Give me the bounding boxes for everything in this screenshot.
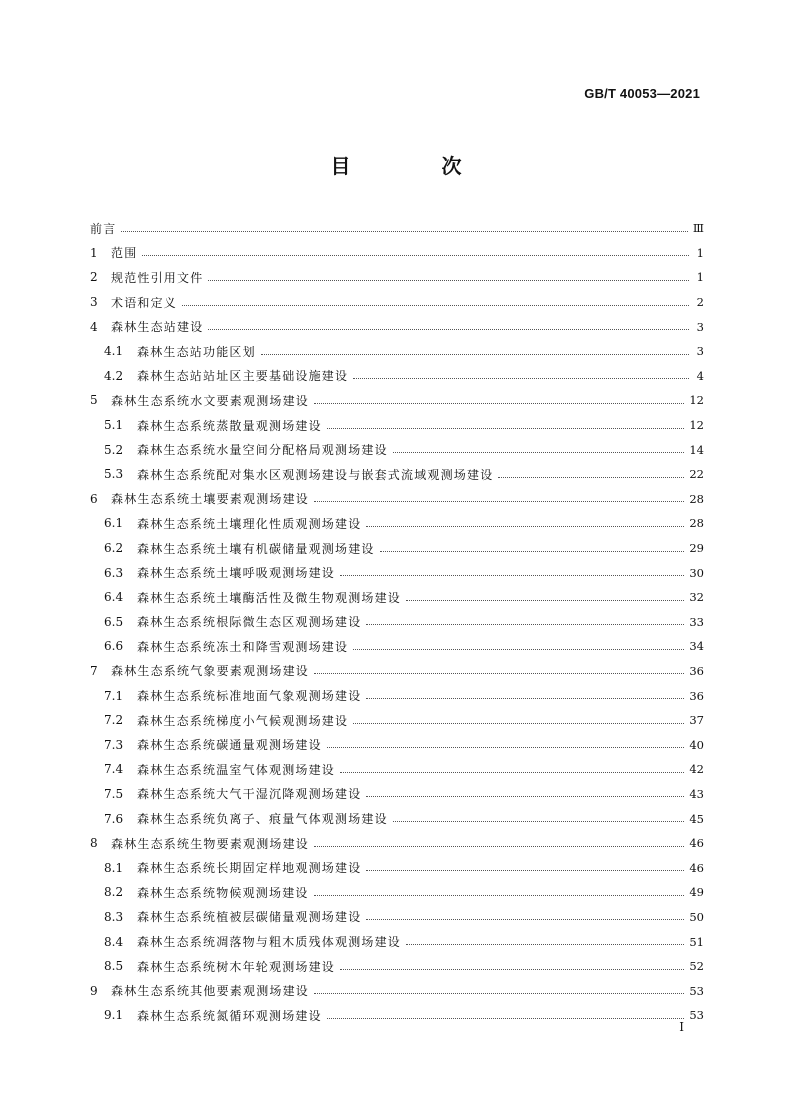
toc-entry[interactable] [90,831,704,856]
toc-entry-title: 森林生态系统水文要素观测场建设 [111,393,310,408]
dot-leader [340,772,684,773]
toc-entry-number: 5.1 [104,418,124,433]
toc-entry[interactable] [90,216,704,241]
dot-leader [182,305,689,306]
toc-entry-page: 12 [689,393,704,408]
toc-entry[interactable] [90,511,704,536]
dot-leader [340,575,684,576]
toc-entry-number: 4.2 [104,368,124,383]
toc-entry[interactable] [90,413,704,438]
dot-leader [406,600,684,601]
toc-entry[interactable] [90,339,704,364]
toc-entry-title: 森林生态系统土壤呼吸观测场建设 [137,566,336,581]
toc-entry-number: 8.3 [104,909,124,924]
toc-entry-number: 5 [90,393,98,408]
toc-entry-number: 4 [90,319,98,334]
standard-code: GB/T 40053—2021 [584,86,700,101]
dot-leader [327,747,685,748]
toc-entry-title: 森林生态系统碳通量观测场建设 [137,738,322,753]
page-folio: I [679,1020,684,1034]
toc-entry-page: 40 [689,737,704,752]
dot-leader [366,919,684,920]
toc-entry[interactable] [90,757,704,782]
toc-entry[interactable] [90,634,704,659]
toc-entry-title: 森林生态系统大气干湿沉降观测场建设 [137,787,362,802]
toc-entry-page: 22 [689,467,704,482]
toc-entry-number: 5.3 [104,467,124,482]
toc-entry-page: 12 [689,418,704,433]
toc-entry[interactable] [90,683,704,708]
toc-entry-title: 范围 [111,246,138,261]
toc-entry-page: 43 [689,786,704,801]
toc-entry-title: 森林生态系统氮循环观测场建设 [137,1008,322,1023]
toc-entry-title: 森林生态系统土壤有机碳储量观测场建设 [137,541,375,556]
toc-entry[interactable] [90,855,704,880]
toc-entry-number: 6 [90,491,98,506]
toc-entry-page: 33 [689,614,704,629]
toc-entry-title: 森林生态系统土壤理化性质观测场建设 [137,516,362,531]
toc-entry-number: 4.1 [104,344,124,359]
dot-leader [121,231,688,232]
toc-entry-title: 森林生态系统植被层碳储量观测场建设 [137,910,362,925]
toc-entry-page: 14 [689,442,704,457]
toc-entry[interactable] [90,290,704,315]
toc-entry-number: 7 [90,663,98,678]
toc-entry-page: 42 [689,762,704,777]
toc-entry-page: 53 [689,983,704,998]
dot-leader [208,280,689,281]
dot-leader [314,895,685,896]
toc-entry-page: 1 [696,245,704,260]
toc-entry-title: 森林生态系统梯度小气候观测场建设 [137,713,349,728]
dot-leader [261,354,689,355]
dot-leader [498,477,684,478]
toc-entry-title: 森林生态系统冻土和降雪观测场建设 [137,639,349,654]
dot-leader [393,452,685,453]
toc-entry[interactable] [90,536,704,561]
toc-entry[interactable] [90,1003,704,1028]
toc-entry-title: 森林生态系统土壤要素观测场建设 [111,492,310,507]
toc-entry-page: 36 [689,688,704,703]
toc-entry-title: 森林生态系统根际微生态区观测场建设 [137,615,362,630]
toc-entry[interactable] [90,437,704,462]
toc-entry-page: 30 [689,565,704,580]
toc-entry-title: 森林生态系统其他要素观测场建设 [111,984,310,999]
toc-entry[interactable] [90,782,704,807]
toc-entry-number: 6.1 [104,516,124,531]
dot-leader [340,969,684,970]
toc-entry-number: 7.1 [104,688,124,703]
toc-entry-page: 49 [689,885,704,900]
toc-entry-number: 7.6 [104,811,124,826]
toc-entry-title: 森林生态系统树木年轮观测场建设 [137,959,336,974]
toc-entry-number: 9 [90,983,98,998]
toc-entry[interactable] [90,708,704,733]
toc-entry-page: 4 [696,368,704,383]
toc-entry-title: 森林生态系统温室气体观测场建设 [137,762,336,777]
toc-entry[interactable] [90,929,704,954]
toc-entry[interactable] [90,978,704,1003]
toc-entry-title: 前言 [90,221,117,236]
dot-leader [380,551,685,552]
toc-entry[interactable] [90,880,704,905]
dot-leader [314,501,684,502]
toc-entry-title: 森林生态系统气象要素观测场建设 [111,664,310,679]
toc-entry-title: 森林生态系统标准地面气象观测场建设 [137,689,362,704]
toc-entry[interactable] [90,732,704,757]
toc-entry-number: 6.5 [104,614,124,629]
toc-entry-number: 5.2 [104,442,124,457]
dot-leader [314,403,684,404]
dot-leader [314,846,684,847]
dot-leader [314,673,684,674]
dot-leader [406,944,684,945]
toc-entry-page: 46 [689,836,704,851]
toc-entry-number: 7.3 [104,737,124,752]
toc-entry[interactable] [90,314,704,339]
toc-entry-number: 9.1 [104,1008,124,1023]
toc-entry[interactable] [90,806,704,831]
dot-leader [142,255,689,256]
toc-entry-page: 37 [689,713,704,728]
toc-entry-number: 7.2 [104,713,124,728]
toc-entry-title: 森林生态系统凋落物与粗木质残体观测场建设 [137,935,402,950]
toc-entry-page: 29 [689,541,704,556]
toc-entry-page: 45 [689,811,704,826]
toc-entry-title: 森林生态系统蒸散量观测场建设 [137,418,322,433]
dot-leader [366,698,684,699]
toc-entry[interactable] [90,487,704,512]
dot-leader [327,1018,685,1019]
toc-entry-title: 森林生态系统生物要素观测场建设 [111,836,310,851]
table-of-contents [90,216,704,1028]
toc-entry-page: 53 [689,1008,704,1023]
dot-leader [393,821,685,822]
toc-entry-page: 28 [689,516,704,531]
toc-entry-number: 2 [90,270,98,285]
toc-entry-page: 50 [689,909,704,924]
toc-entry[interactable] [90,364,704,389]
toc-entry-number: 7.5 [104,786,124,801]
dot-leader [366,870,684,871]
toc-entry-number: 8.1 [104,860,124,875]
toc-entry[interactable] [90,462,704,487]
toc-entry-page: Ⅲ [692,221,704,236]
toc-entry-number: 6.6 [104,639,124,654]
toc-entry-number: 6.2 [104,541,124,556]
page-title: 目 次 [330,154,504,178]
dot-leader [314,993,684,994]
toc-entry[interactable] [90,585,704,610]
toc-entry[interactable] [90,241,704,266]
toc-entry-page: 34 [689,639,704,654]
toc-entry-title: 森林生态站功能区划 [137,344,256,359]
toc-entry-page: 36 [689,663,704,678]
toc-entry-title: 森林生态系统长期固定样地观测场建设 [137,861,362,876]
dot-leader [353,378,689,379]
dot-leader [353,723,684,724]
toc-entry-title: 森林生态系统土壤酶活性及微生物观测场建设 [137,590,402,605]
toc-entry-title: 森林生态系统负离子、痕量气体观测场建设 [137,812,388,827]
toc-entry-title: 森林生态站站址区主要基础设施建设 [137,369,349,384]
toc-entry-number: 1 [90,245,98,260]
toc-entry-number: 8.2 [104,885,124,900]
toc-entry-page: 3 [696,319,704,334]
toc-entry[interactable] [90,954,704,979]
toc-entry[interactable] [90,388,704,413]
toc-entry[interactable] [90,659,704,684]
toc-entry-page: 1 [696,270,704,285]
toc-entry-page: 46 [689,860,704,875]
toc-entry-number: 6.3 [104,565,124,580]
toc-entry-page: 52 [689,959,704,974]
toc-entry-title: 森林生态系统物候观测场建设 [137,885,309,900]
toc-entry-number: 6.4 [104,590,124,605]
toc-entry-number: 3 [90,295,98,310]
dot-leader [353,649,684,650]
toc-entry-number: 7.4 [104,762,124,777]
toc-entry[interactable] [90,610,704,635]
toc-entry[interactable] [90,265,704,290]
toc-entry[interactable] [90,560,704,585]
dot-leader [366,526,684,527]
toc-entry-title: 术语和定义 [111,295,178,310]
dot-leader [366,796,684,797]
dot-leader [327,428,685,429]
toc-entry-page: 51 [689,934,704,949]
toc-entry-title: 森林生态站建设 [111,320,204,335]
toc-entry-page: 3 [696,344,704,359]
toc-entry-number: 8.5 [104,959,124,974]
toc-entry-number: 8 [90,836,98,851]
toc-entry-title: 森林生态系统水量空间分配格局观测场建设 [137,443,388,458]
toc-entry-page: 28 [689,491,704,506]
toc-entry[interactable] [90,905,704,930]
toc-entry-number: 8.4 [104,934,124,949]
toc-entry-title: 森林生态系统配对集水区观测场建设与嵌套式流域观测场建设 [137,467,494,482]
dot-leader [366,624,684,625]
toc-entry-title: 规范性引用文件 [111,270,204,285]
toc-entry-page: 32 [689,590,704,605]
toc-entry-page: 2 [696,295,704,310]
dot-leader [208,329,689,330]
